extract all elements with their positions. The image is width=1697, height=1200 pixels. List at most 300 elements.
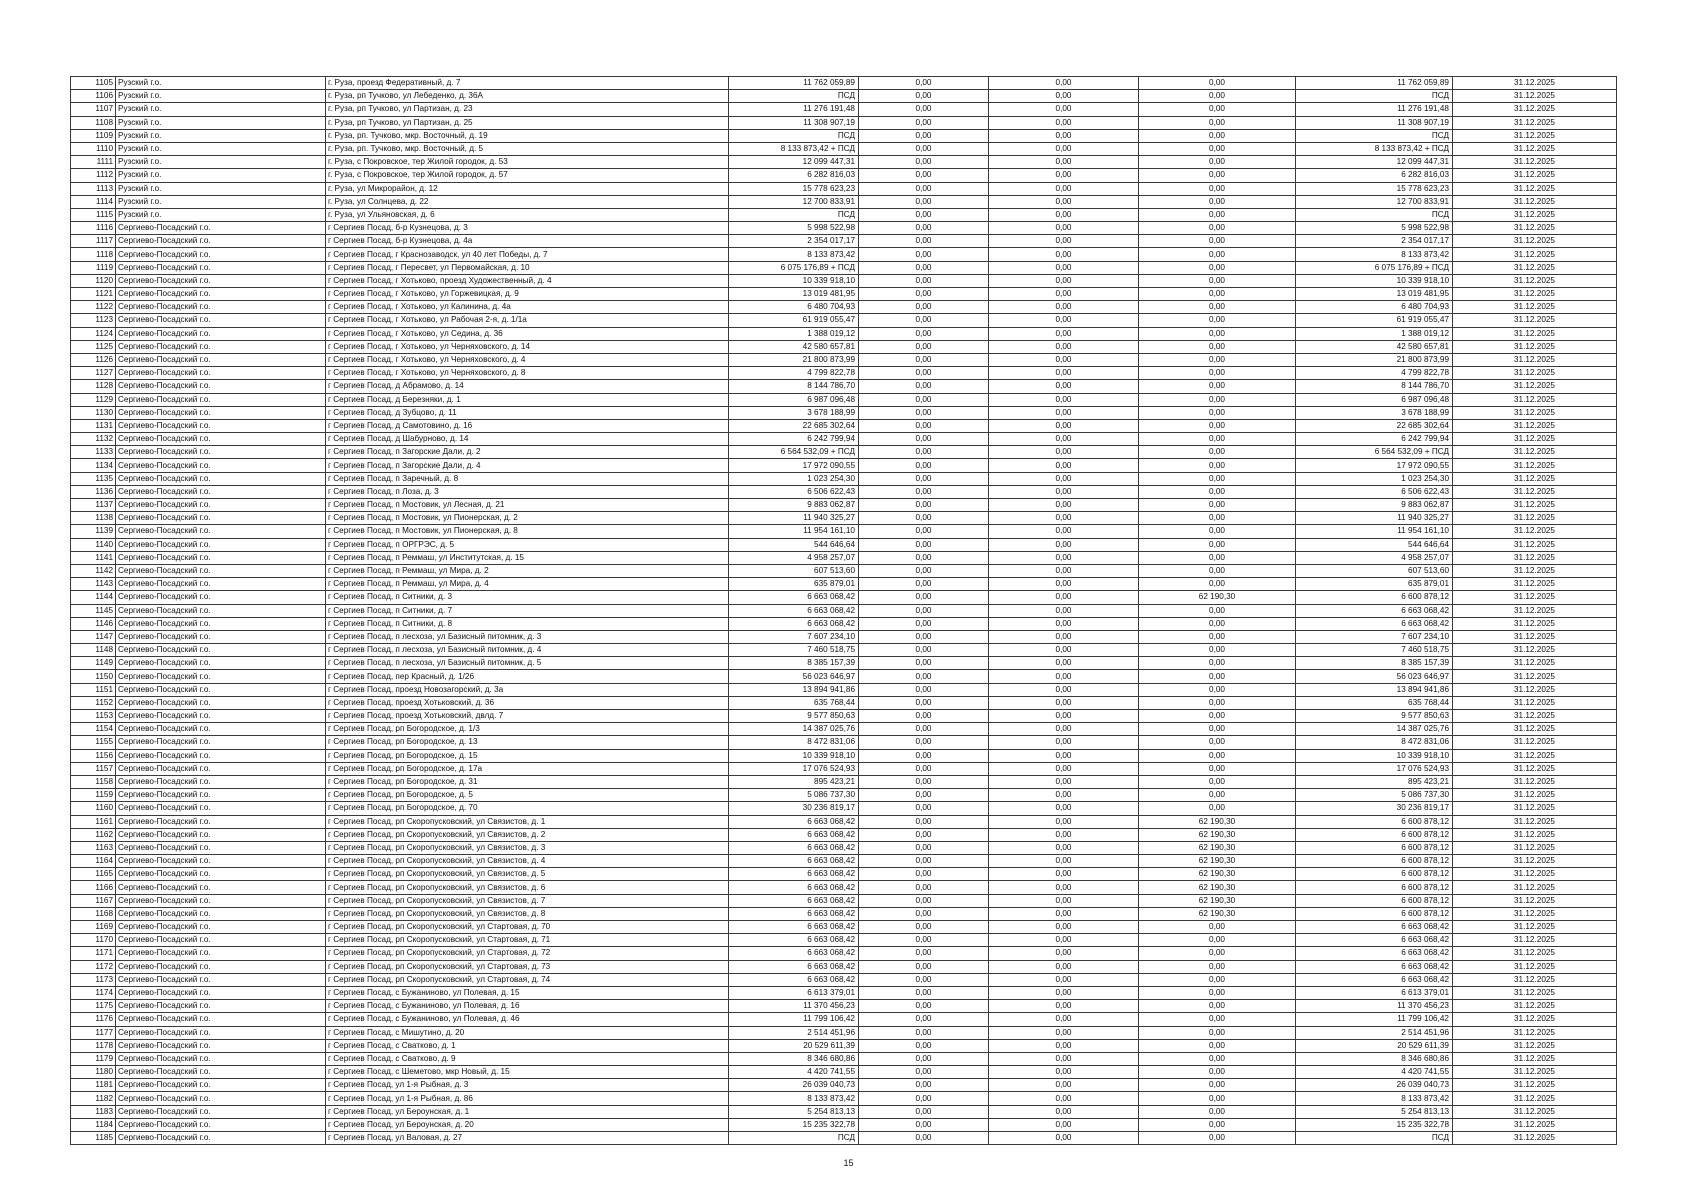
cell-cost-col-2: 0,00 <box>859 828 989 841</box>
cell-cost-col-4: 0,00 <box>1139 446 1296 459</box>
cell-cost-col-5: 11 276 191,48 <box>1296 103 1453 116</box>
cell-cost-col-3: 0,00 <box>989 855 1139 868</box>
cell-municipality: Рузский г.о. <box>116 195 326 208</box>
cell-cost-col-3: 0,00 <box>989 775 1139 788</box>
cell-cost-col-3: 0,00 <box>989 353 1139 366</box>
table-row <box>71 578 1617 591</box>
cell-cost-col-2: 0,00 <box>859 1105 989 1118</box>
cell-cost-col-5: 6 600 878,12 <box>1296 591 1453 604</box>
cell-cost-col-5: 11 308 907,19 <box>1296 116 1453 129</box>
cell-cost-col-2: 0,00 <box>859 169 989 182</box>
cell-address: г Сергиев Посад, с Бужаниново, ул Полевая, д. 15 <box>326 986 729 999</box>
cell-cost-col-2: 0,00 <box>859 380 989 393</box>
cell-total-cost: 6 663 068,42 <box>729 828 859 841</box>
cell-cost-col-4: 0,00 <box>1139 551 1296 564</box>
cell-deadline-date: 31.12.2025 <box>1453 327 1617 340</box>
cell-address: г Сергиев Посад, г Хотьково, ул Калинина, д. 4а <box>326 301 729 314</box>
cell-cost-col-3: 0,00 <box>989 894 1139 907</box>
cell-cost-col-4: 0,00 <box>1139 657 1296 670</box>
cell-deadline-date: 31.12.2025 <box>1453 182 1617 195</box>
table-row <box>71 103 1617 116</box>
cell-row-number: 1138 <box>71 512 116 525</box>
cell-row-number: 1168 <box>71 907 116 920</box>
table-row <box>71 907 1617 920</box>
cell-deadline-date: 31.12.2025 <box>1453 868 1617 881</box>
cell-total-cost: 6 663 068,42 <box>729 947 859 960</box>
cell-cost-col-2: 0,00 <box>859 1026 989 1039</box>
cell-cost-col-2: 0,00 <box>859 710 989 723</box>
table-row <box>71 169 1617 182</box>
cell-cost-col-3: 0,00 <box>989 736 1139 749</box>
cell-cost-col-2: 0,00 <box>859 485 989 498</box>
cell-total-cost: 21 800 873,99 <box>729 353 859 366</box>
cell-cost-col-4: 0,00 <box>1139 406 1296 419</box>
cell-cost-col-4: 0,00 <box>1139 947 1296 960</box>
cell-row-number: 1125 <box>71 340 116 353</box>
table-row <box>71 591 1617 604</box>
cell-cost-col-3: 0,00 <box>989 393 1139 406</box>
cell-cost-col-2: 0,00 <box>859 393 989 406</box>
cell-address: г Сергиев Посад, г Хотьково, ул Горжевицкая, д. 9 <box>326 288 729 301</box>
cell-cost-col-3: 0,00 <box>989 499 1139 512</box>
table-row <box>71 380 1617 393</box>
cell-row-number: 1142 <box>71 564 116 577</box>
cell-municipality: Сергиево-Посадский г.о. <box>116 789 326 802</box>
cell-row-number: 1151 <box>71 683 116 696</box>
table-row <box>71 696 1617 709</box>
cell-row-number: 1182 <box>71 1092 116 1105</box>
cell-address: г Сергиев Посад, рп Скоропусковский, ул Связистов, д. 2 <box>326 828 729 841</box>
cell-cost-col-5: 6 600 878,12 <box>1296 894 1453 907</box>
cell-cost-col-4: 0,00 <box>1139 380 1296 393</box>
cell-deadline-date: 31.12.2025 <box>1453 1118 1617 1131</box>
table-row <box>71 841 1617 854</box>
table-row <box>71 288 1617 301</box>
table-row <box>71 789 1617 802</box>
cell-municipality: Сергиево-Посадский г.о. <box>116 499 326 512</box>
cell-total-cost: 5 998 522,98 <box>729 222 859 235</box>
cell-total-cost: 42 580 657,81 <box>729 340 859 353</box>
cell-row-number: 1137 <box>71 499 116 512</box>
cell-address: г Сергиев Посад, п лесхоза, ул Базисный питомник, д. 5 <box>326 657 729 670</box>
cell-deadline-date: 31.12.2025 <box>1453 934 1617 947</box>
table-row <box>71 77 1617 90</box>
cell-cost-col-2: 0,00 <box>859 235 989 248</box>
table-row <box>71 208 1617 221</box>
cell-deadline-date: 31.12.2025 <box>1453 775 1617 788</box>
cell-cost-col-2: 0,00 <box>859 274 989 287</box>
cell-deadline-date: 31.12.2025 <box>1453 433 1617 446</box>
cell-municipality: Сергиево-Посадский г.о. <box>116 314 326 327</box>
cell-municipality: Сергиево-Посадский г.о. <box>116 855 326 868</box>
cell-address: г Сергиев Посад, п Ситники, д. 3 <box>326 591 729 604</box>
cell-deadline-date: 31.12.2025 <box>1453 881 1617 894</box>
cell-address: г. Руза, с Покровское, тер Жилой городок, д. 57 <box>326 169 729 182</box>
table-row <box>71 472 1617 485</box>
cell-total-cost: 6 506 622,43 <box>729 485 859 498</box>
cell-cost-col-2: 0,00 <box>859 446 989 459</box>
cell-cost-col-3: 0,00 <box>989 77 1139 90</box>
cell-address: г Сергиев Посад, с Сватково, д. 1 <box>326 1039 729 1052</box>
cell-cost-col-4: 0,00 <box>1139 195 1296 208</box>
cell-cost-col-2: 0,00 <box>859 960 989 973</box>
cell-cost-col-4: 62 190,30 <box>1139 907 1296 920</box>
cell-total-cost: 11 762 059,89 <box>729 77 859 90</box>
cell-deadline-date: 31.12.2025 <box>1453 1092 1617 1105</box>
cell-cost-col-2: 0,00 <box>859 90 989 103</box>
cell-municipality: Сергиево-Посадский г.о. <box>116 762 326 775</box>
table-row <box>71 1118 1617 1131</box>
cell-cost-col-2: 0,00 <box>859 1118 989 1131</box>
cell-municipality: Сергиево-Посадский г.о. <box>116 419 326 432</box>
cell-total-cost: 6 663 068,42 <box>729 841 859 854</box>
cell-cost-col-3: 0,00 <box>989 90 1139 103</box>
cell-row-number: 1118 <box>71 248 116 261</box>
cell-cost-col-5: 56 023 646,97 <box>1296 670 1453 683</box>
cell-cost-col-3: 0,00 <box>989 802 1139 815</box>
cell-deadline-date: 31.12.2025 <box>1453 472 1617 485</box>
cell-cost-col-3: 0,00 <box>989 644 1139 657</box>
cell-address: г Сергиев Посад, п Ситники, д. 7 <box>326 604 729 617</box>
cell-municipality: Сергиево-Посадский г.о. <box>116 683 326 696</box>
table-row <box>71 261 1617 274</box>
cell-deadline-date: 31.12.2025 <box>1453 129 1617 142</box>
cell-address: г Сергиев Посад, с Сватково, д. 9 <box>326 1052 729 1065</box>
cell-cost-col-3: 0,00 <box>989 617 1139 630</box>
table-row <box>71 551 1617 564</box>
cell-cost-col-2: 0,00 <box>859 644 989 657</box>
cell-municipality: Сергиево-Посадский г.о. <box>116 485 326 498</box>
cell-cost-col-3: 0,00 <box>989 973 1139 986</box>
cell-cost-col-4: 0,00 <box>1139 1105 1296 1118</box>
table-row <box>71 301 1617 314</box>
table-row <box>71 986 1617 999</box>
cell-cost-col-5: 8 144 786,70 <box>1296 380 1453 393</box>
cell-municipality: Сергиево-Посадский г.о. <box>116 828 326 841</box>
cell-cost-col-5: 6 663 068,42 <box>1296 604 1453 617</box>
cell-cost-col-3: 0,00 <box>989 683 1139 696</box>
cell-row-number: 1105 <box>71 77 116 90</box>
cell-cost-col-2: 0,00 <box>859 868 989 881</box>
cell-cost-col-5: 6 663 068,42 <box>1296 960 1453 973</box>
table-row <box>71 419 1617 432</box>
cell-total-cost: 20 529 611,39 <box>729 1039 859 1052</box>
cell-deadline-date: 31.12.2025 <box>1453 459 1617 472</box>
cell-cost-col-3: 0,00 <box>989 1132 1139 1145</box>
cell-cost-col-5: ПСД <box>1296 129 1453 142</box>
cell-cost-col-3: 0,00 <box>989 762 1139 775</box>
cell-cost-col-5: 7 607 234,10 <box>1296 630 1453 643</box>
cell-cost-col-2: 0,00 <box>859 261 989 274</box>
cell-row-number: 1146 <box>71 617 116 630</box>
cell-total-cost: 14 387 025,76 <box>729 723 859 736</box>
cell-address: г Сергиев Посад, п ОРГРЭС, д. 5 <box>326 538 729 551</box>
cell-address: г Сергиев Посад, б-р Кузнецова, д. 4а <box>326 235 729 248</box>
cell-cost-col-5: 8 133 873,42 + ПСД <box>1296 142 1453 155</box>
cell-cost-col-5: 11 954 161,10 <box>1296 525 1453 538</box>
cell-deadline-date: 31.12.2025 <box>1453 90 1617 103</box>
cell-address: г Сергиев Посад, д Шабурново, д. 14 <box>326 433 729 446</box>
cell-cost-col-5: 12 099 447,31 <box>1296 156 1453 169</box>
cell-cost-col-5: 6 506 622,43 <box>1296 485 1453 498</box>
cell-municipality: Сергиево-Посадский г.о. <box>116 1066 326 1079</box>
cell-municipality: Сергиево-Посадский г.о. <box>116 802 326 815</box>
cell-cost-col-3: 0,00 <box>989 446 1139 459</box>
cell-row-number: 1149 <box>71 657 116 670</box>
cell-cost-col-3: 0,00 <box>989 947 1139 960</box>
cell-cost-col-3: 0,00 <box>989 749 1139 762</box>
cell-total-cost: 6 663 068,42 <box>729 868 859 881</box>
cell-cost-col-4: 0,00 <box>1139 578 1296 591</box>
cell-total-cost: 7 607 234,10 <box>729 630 859 643</box>
cell-cost-col-4: 0,00 <box>1139 274 1296 287</box>
cell-row-number: 1153 <box>71 710 116 723</box>
cell-municipality: Сергиево-Посадский г.о. <box>116 235 326 248</box>
cell-row-number: 1160 <box>71 802 116 815</box>
cell-address: г Сергиев Посад, г Краснозаводск, ул 40 лет Победы, д. 7 <box>326 248 729 261</box>
cell-cost-col-2: 0,00 <box>859 248 989 261</box>
cell-municipality: Сергиево-Посадский г.о. <box>116 934 326 947</box>
cell-municipality: Сергиево-Посадский г.о. <box>116 986 326 999</box>
cell-address: г Сергиев Посад, ул 1-я Рыбная, д. 3 <box>326 1079 729 1092</box>
cell-municipality: Сергиево-Посадский г.о. <box>116 578 326 591</box>
cell-address: г Сергиев Посад, п Загорские Дали, д. 4 <box>326 459 729 472</box>
cell-cost-col-4: 0,00 <box>1139 208 1296 221</box>
cell-row-number: 1171 <box>71 947 116 960</box>
cell-municipality: Рузский г.о. <box>116 116 326 129</box>
cell-cost-col-4: 0,00 <box>1139 1079 1296 1092</box>
cell-cost-col-4: 0,00 <box>1139 472 1296 485</box>
cell-cost-col-3: 0,00 <box>989 433 1139 446</box>
cell-cost-col-3: 0,00 <box>989 459 1139 472</box>
cell-cost-col-4: 0,00 <box>1139 670 1296 683</box>
table-row <box>71 248 1617 261</box>
cell-cost-col-4: 0,00 <box>1139 1118 1296 1131</box>
cell-cost-col-5: 8 133 873,42 <box>1296 1092 1453 1105</box>
cell-cost-col-3: 0,00 <box>989 222 1139 235</box>
cell-cost-col-3: 0,00 <box>989 1066 1139 1079</box>
cell-cost-col-5: 13 019 481,95 <box>1296 288 1453 301</box>
cell-deadline-date: 31.12.2025 <box>1453 103 1617 116</box>
cell-cost-col-4: 0,00 <box>1139 564 1296 577</box>
cell-address: г Сергиев Посад, г Хотьково, ул Седина, д. 36 <box>326 327 729 340</box>
cell-cost-col-2: 0,00 <box>859 841 989 854</box>
cell-cost-col-4: 0,00 <box>1139 182 1296 195</box>
cell-cost-col-4: 0,00 <box>1139 433 1296 446</box>
cell-row-number: 1163 <box>71 841 116 854</box>
cell-cost-col-3: 0,00 <box>989 314 1139 327</box>
cell-municipality: Сергиево-Посадский г.о. <box>116 1118 326 1131</box>
cell-cost-col-5: 6 075 176,89 + ПСД <box>1296 261 1453 274</box>
cell-total-cost: 15 235 322,78 <box>729 1118 859 1131</box>
cell-deadline-date: 31.12.2025 <box>1453 1105 1617 1118</box>
cell-municipality: Сергиево-Посадский г.о. <box>116 406 326 419</box>
table-row <box>71 538 1617 551</box>
cell-cost-col-3: 0,00 <box>989 789 1139 802</box>
cell-address: г Сергиев Посад, пер Красный, д. 1/26 <box>326 670 729 683</box>
cell-address: г Сергиев Посад, п Заречный, д. 8 <box>326 472 729 485</box>
cell-cost-col-5: 1 023 254,30 <box>1296 472 1453 485</box>
cell-deadline-date: 31.12.2025 <box>1453 314 1617 327</box>
cell-cost-col-4: 0,00 <box>1139 723 1296 736</box>
cell-cost-col-2: 0,00 <box>859 116 989 129</box>
cell-deadline-date: 31.12.2025 <box>1453 367 1617 380</box>
table-row <box>71 894 1617 907</box>
cell-row-number: 1170 <box>71 934 116 947</box>
cell-cost-col-2: 0,00 <box>859 696 989 709</box>
cell-deadline-date: 31.12.2025 <box>1453 353 1617 366</box>
cell-row-number: 1127 <box>71 367 116 380</box>
cell-municipality: Сергиево-Посадский г.о. <box>116 261 326 274</box>
cell-total-cost: 10 339 918,10 <box>729 749 859 762</box>
cell-row-number: 1112 <box>71 169 116 182</box>
cell-total-cost: 11 940 325,27 <box>729 512 859 525</box>
table-row <box>71 1132 1617 1145</box>
cell-cost-col-4: 62 190,30 <box>1139 868 1296 881</box>
cell-total-cost: 607 513,60 <box>729 564 859 577</box>
cell-cost-col-2: 0,00 <box>859 327 989 340</box>
cell-row-number: 1141 <box>71 551 116 564</box>
cell-municipality: Сергиево-Посадский г.о. <box>116 881 326 894</box>
table-row <box>71 934 1617 947</box>
cell-cost-col-5: 10 339 918,10 <box>1296 274 1453 287</box>
cell-cost-col-5: 21 800 873,99 <box>1296 353 1453 366</box>
cell-municipality: Сергиево-Посадский г.о. <box>116 327 326 340</box>
cell-cost-col-2: 0,00 <box>859 723 989 736</box>
cell-deadline-date: 31.12.2025 <box>1453 512 1617 525</box>
cell-deadline-date: 31.12.2025 <box>1453 261 1617 274</box>
cell-row-number: 1119 <box>71 261 116 274</box>
cell-cost-col-3: 0,00 <box>989 657 1139 670</box>
cell-address: г Сергиев Посад, ул Бероунская, д. 20 <box>326 1118 729 1131</box>
cell-deadline-date: 31.12.2025 <box>1453 1039 1617 1052</box>
table-row <box>71 235 1617 248</box>
cell-deadline-date: 31.12.2025 <box>1453 630 1617 643</box>
cell-cost-col-2: 0,00 <box>859 353 989 366</box>
cell-municipality: Сергиево-Посадский г.о. <box>116 775 326 788</box>
cell-cost-col-5: 6 564 532,09 + ПСД <box>1296 446 1453 459</box>
cell-deadline-date: 31.12.2025 <box>1453 301 1617 314</box>
cell-total-cost: 635 879,01 <box>729 578 859 591</box>
cell-cost-col-3: 0,00 <box>989 142 1139 155</box>
cell-row-number: 1108 <box>71 116 116 129</box>
cell-cost-col-5: 6 663 068,42 <box>1296 934 1453 947</box>
cell-row-number: 1121 <box>71 288 116 301</box>
cell-total-cost: 6 663 068,42 <box>729 591 859 604</box>
cell-cost-col-3: 0,00 <box>989 551 1139 564</box>
cell-cost-col-4: 0,00 <box>1139 367 1296 380</box>
cell-total-cost: 6 480 704,93 <box>729 301 859 314</box>
table-row <box>71 1092 1617 1105</box>
cell-deadline-date: 31.12.2025 <box>1453 802 1617 815</box>
cell-row-number: 1120 <box>71 274 116 287</box>
cell-address: г Сергиев Посад, рп Скоропусковский, ул Связистов, д. 7 <box>326 894 729 907</box>
cell-cost-col-3: 0,00 <box>989 301 1139 314</box>
cell-cost-col-2: 0,00 <box>859 564 989 577</box>
cell-cost-col-2: 0,00 <box>859 604 989 617</box>
cell-address: г Сергиев Посад, г Хотьково, ул Рабочая 2-я, д. 1/1а <box>326 314 729 327</box>
cell-cost-col-5: 11 370 456,23 <box>1296 1000 1453 1013</box>
cell-cost-col-4: 0,00 <box>1139 1013 1296 1026</box>
cell-total-cost: 1 388 019,12 <box>729 327 859 340</box>
cell-cost-col-5: 26 039 040,73 <box>1296 1079 1453 1092</box>
cell-cost-col-2: 0,00 <box>859 1079 989 1092</box>
cell-cost-col-2: 0,00 <box>859 1092 989 1105</box>
cell-total-cost: 6 075 176,89 + ПСД <box>729 261 859 274</box>
cell-municipality: Рузский г.о. <box>116 142 326 155</box>
cell-deadline-date: 31.12.2025 <box>1453 419 1617 432</box>
cell-row-number: 1159 <box>71 789 116 802</box>
cell-cost-col-4: 0,00 <box>1139 499 1296 512</box>
table-row <box>71 749 1617 762</box>
cell-cost-col-2: 0,00 <box>859 406 989 419</box>
cell-total-cost: 13 894 941,86 <box>729 683 859 696</box>
cell-cost-col-3: 0,00 <box>989 1013 1139 1026</box>
cell-municipality: Сергиево-Посадский г.о. <box>116 591 326 604</box>
cell-municipality: Сергиево-Посадский г.о. <box>116 604 326 617</box>
cell-cost-col-2: 0,00 <box>859 1052 989 1065</box>
cell-cost-col-2: 0,00 <box>859 551 989 564</box>
cell-cost-col-3: 0,00 <box>989 591 1139 604</box>
cell-municipality: Сергиево-Посадский г.о. <box>116 1039 326 1052</box>
cell-cost-col-3: 0,00 <box>989 472 1139 485</box>
cell-total-cost: 4 799 822,78 <box>729 367 859 380</box>
cell-municipality: Сергиево-Посадский г.о. <box>116 1079 326 1092</box>
cell-cost-col-2: 0,00 <box>859 657 989 670</box>
cell-cost-col-3: 0,00 <box>989 103 1139 116</box>
cell-cost-col-3: 0,00 <box>989 261 1139 274</box>
cell-total-cost: 12 700 833,91 <box>729 195 859 208</box>
cell-cost-col-2: 0,00 <box>859 525 989 538</box>
table-row <box>71 855 1617 868</box>
cell-cost-col-3: 0,00 <box>989 670 1139 683</box>
cell-cost-col-2: 0,00 <box>859 208 989 221</box>
cell-cost-col-3: 0,00 <box>989 1079 1139 1092</box>
cell-cost-col-5: 6 600 878,12 <box>1296 907 1453 920</box>
cell-municipality: Рузский г.о. <box>116 182 326 195</box>
cell-cost-col-3: 0,00 <box>989 696 1139 709</box>
table-row <box>71 670 1617 683</box>
cell-row-number: 1166 <box>71 881 116 894</box>
cell-cost-col-5: 11 940 325,27 <box>1296 512 1453 525</box>
cell-municipality: Сергиево-Посадский г.о. <box>116 868 326 881</box>
cell-total-cost: 26 039 040,73 <box>729 1079 859 1092</box>
cell-deadline-date: 31.12.2025 <box>1453 1000 1617 1013</box>
cell-cost-col-4: 0,00 <box>1139 525 1296 538</box>
cell-deadline-date: 31.12.2025 <box>1453 657 1617 670</box>
cell-deadline-date: 31.12.2025 <box>1453 789 1617 802</box>
cell-cost-col-4: 0,00 <box>1139 1000 1296 1013</box>
cell-cost-col-3: 0,00 <box>989 881 1139 894</box>
cell-total-cost: 6 564 532,09 + ПСД <box>729 446 859 459</box>
cell-municipality: Сергиево-Посадский г.о. <box>116 472 326 485</box>
cell-total-cost: 5 086 737,30 <box>729 789 859 802</box>
cell-cost-col-3: 0,00 <box>989 578 1139 591</box>
cell-row-number: 1169 <box>71 921 116 934</box>
cell-cost-col-5: ПСД <box>1296 90 1453 103</box>
cell-cost-col-2: 0,00 <box>859 129 989 142</box>
cell-total-cost: 6 242 799,94 <box>729 433 859 446</box>
cell-row-number: 1176 <box>71 1013 116 1026</box>
cell-cost-col-5: 2 514 451,96 <box>1296 1026 1453 1039</box>
cell-cost-col-4: 0,00 <box>1139 116 1296 129</box>
cell-deadline-date: 31.12.2025 <box>1453 116 1617 129</box>
cell-municipality: Рузский г.о. <box>116 208 326 221</box>
cell-cost-col-3: 0,00 <box>989 1092 1139 1105</box>
cell-cost-col-5: 9 883 062,87 <box>1296 499 1453 512</box>
cell-address: г Сергиев Посад, рп Скоропусковский, ул Связистов, д. 5 <box>326 868 729 881</box>
cell-total-cost: 8 472 831,06 <box>729 736 859 749</box>
